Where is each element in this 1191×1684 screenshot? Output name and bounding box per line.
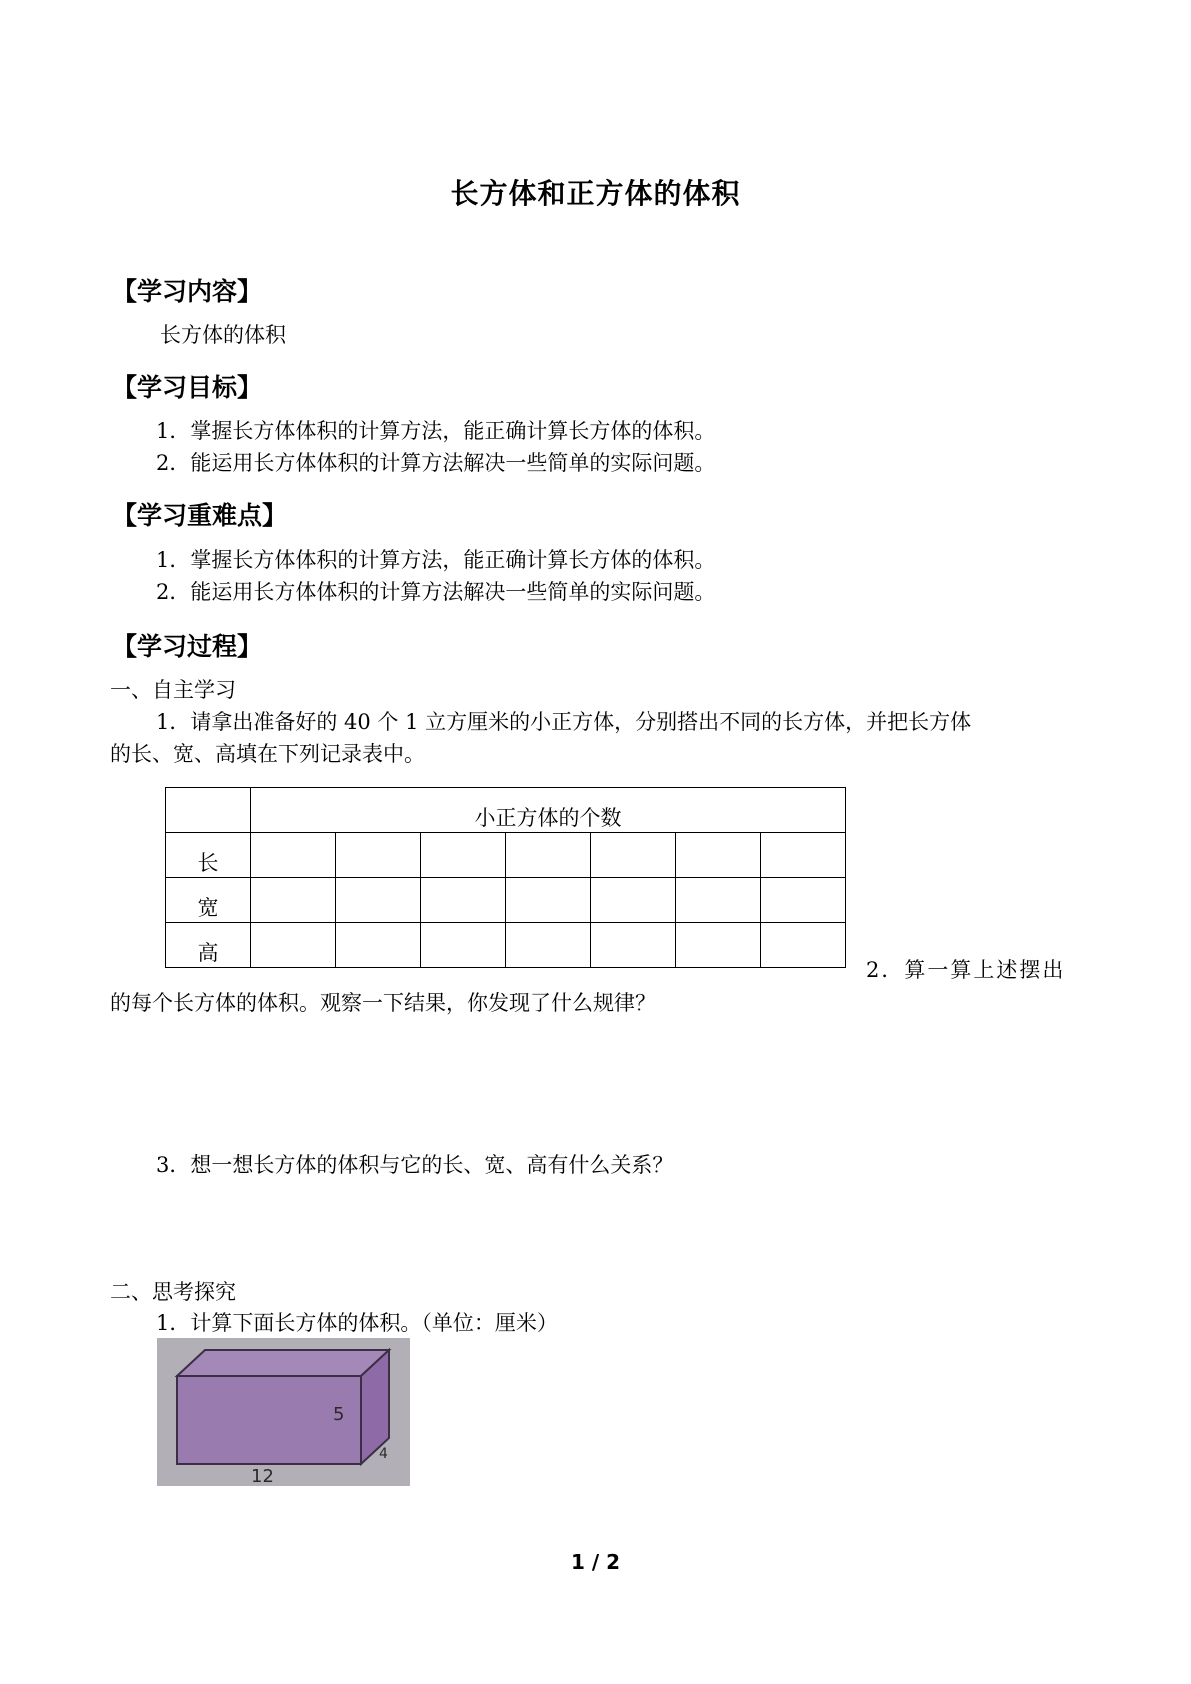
height-label: 5 bbox=[333, 1404, 345, 1425]
table-cell bbox=[591, 878, 676, 923]
table-cell bbox=[761, 878, 846, 923]
row-label-height: 高 bbox=[166, 923, 251, 968]
table-row bbox=[166, 923, 846, 968]
row-label-width: 宽 bbox=[166, 878, 251, 923]
cuboid-drawing bbox=[157, 1338, 410, 1486]
cuboid-figure bbox=[157, 1338, 410, 1486]
key-point-item: 2．能运用长方体体积的计算方法解决一些简单的实际问题。 bbox=[156, 580, 716, 604]
key-point-item: 1．掌握长方体体积的计算方法，能正确计算长方体的体积。 bbox=[156, 548, 716, 572]
table-cell bbox=[251, 923, 336, 968]
table-cell bbox=[676, 923, 761, 968]
table-cell bbox=[761, 923, 846, 968]
table-cell bbox=[336, 878, 421, 923]
table-cell bbox=[336, 923, 421, 968]
part2-question-1: 1．计算下面长方体的体积。（单位：厘米） bbox=[156, 1311, 558, 1335]
table-cell bbox=[251, 833, 336, 878]
question-1-line-2: 的长、宽、高填在下列记录表中。 bbox=[110, 742, 425, 766]
width-label: 4 bbox=[379, 1446, 388, 1462]
row-label-length: 长 bbox=[166, 833, 251, 878]
content-text: 长方体的体积 bbox=[160, 323, 286, 347]
table-cell bbox=[676, 833, 761, 878]
table-cell bbox=[336, 833, 421, 878]
table-cell bbox=[421, 923, 506, 968]
table-row bbox=[166, 878, 846, 923]
page-number: 1 / 2 bbox=[570, 1550, 621, 1574]
table-cell bbox=[506, 833, 591, 878]
table-cell bbox=[506, 923, 591, 968]
page-title: 长方体和正方体的体积 bbox=[450, 177, 741, 210]
table-cell bbox=[591, 923, 676, 968]
length-label: 12 bbox=[251, 1466, 274, 1487]
part2-heading: 二、思考探究 bbox=[110, 1280, 236, 1304]
table-cell bbox=[251, 878, 336, 923]
question-1-line-1: 1．请拿出准备好的 40 个 1 立方厘米的小正方体，分别搭出不同的长方体，并把长方体 bbox=[156, 710, 972, 734]
table-cell bbox=[676, 878, 761, 923]
question-2-part-2: 的每个长方体的体积。观察一下结果，你发现了什么规律？ bbox=[110, 991, 656, 1015]
table-cell bbox=[591, 833, 676, 878]
goal-item: 2．能运用长方体体积的计算方法解决一些简单的实际问题。 bbox=[156, 451, 716, 475]
goal-item: 1．掌握长方体体积的计算方法，能正确计算长方体的体积。 bbox=[156, 419, 716, 443]
table-row bbox=[166, 833, 846, 878]
section-heading-content: 【学习内容】 bbox=[112, 277, 263, 306]
section-heading-process: 【学习过程】 bbox=[112, 632, 263, 661]
section-heading-goals: 【学习目标】 bbox=[112, 373, 263, 402]
record-table bbox=[165, 787, 846, 968]
table-header-row bbox=[166, 788, 846, 833]
table-cell bbox=[761, 833, 846, 878]
table-cell bbox=[421, 833, 506, 878]
table-cell bbox=[506, 878, 591, 923]
table-cell bbox=[421, 878, 506, 923]
question-3: 3．想一想长方体的体积与它的长、宽、高有什么关系？ bbox=[156, 1153, 674, 1177]
table-header-cell: 小正方体的个数 bbox=[251, 788, 846, 833]
question-2-part-1: 2．算一算上述摆出 bbox=[866, 958, 1066, 982]
section-heading-key-points: 【学习重难点】 bbox=[112, 501, 288, 530]
table-corner-cell bbox=[166, 788, 251, 833]
part1-heading: 一、自主学习 bbox=[110, 678, 236, 702]
